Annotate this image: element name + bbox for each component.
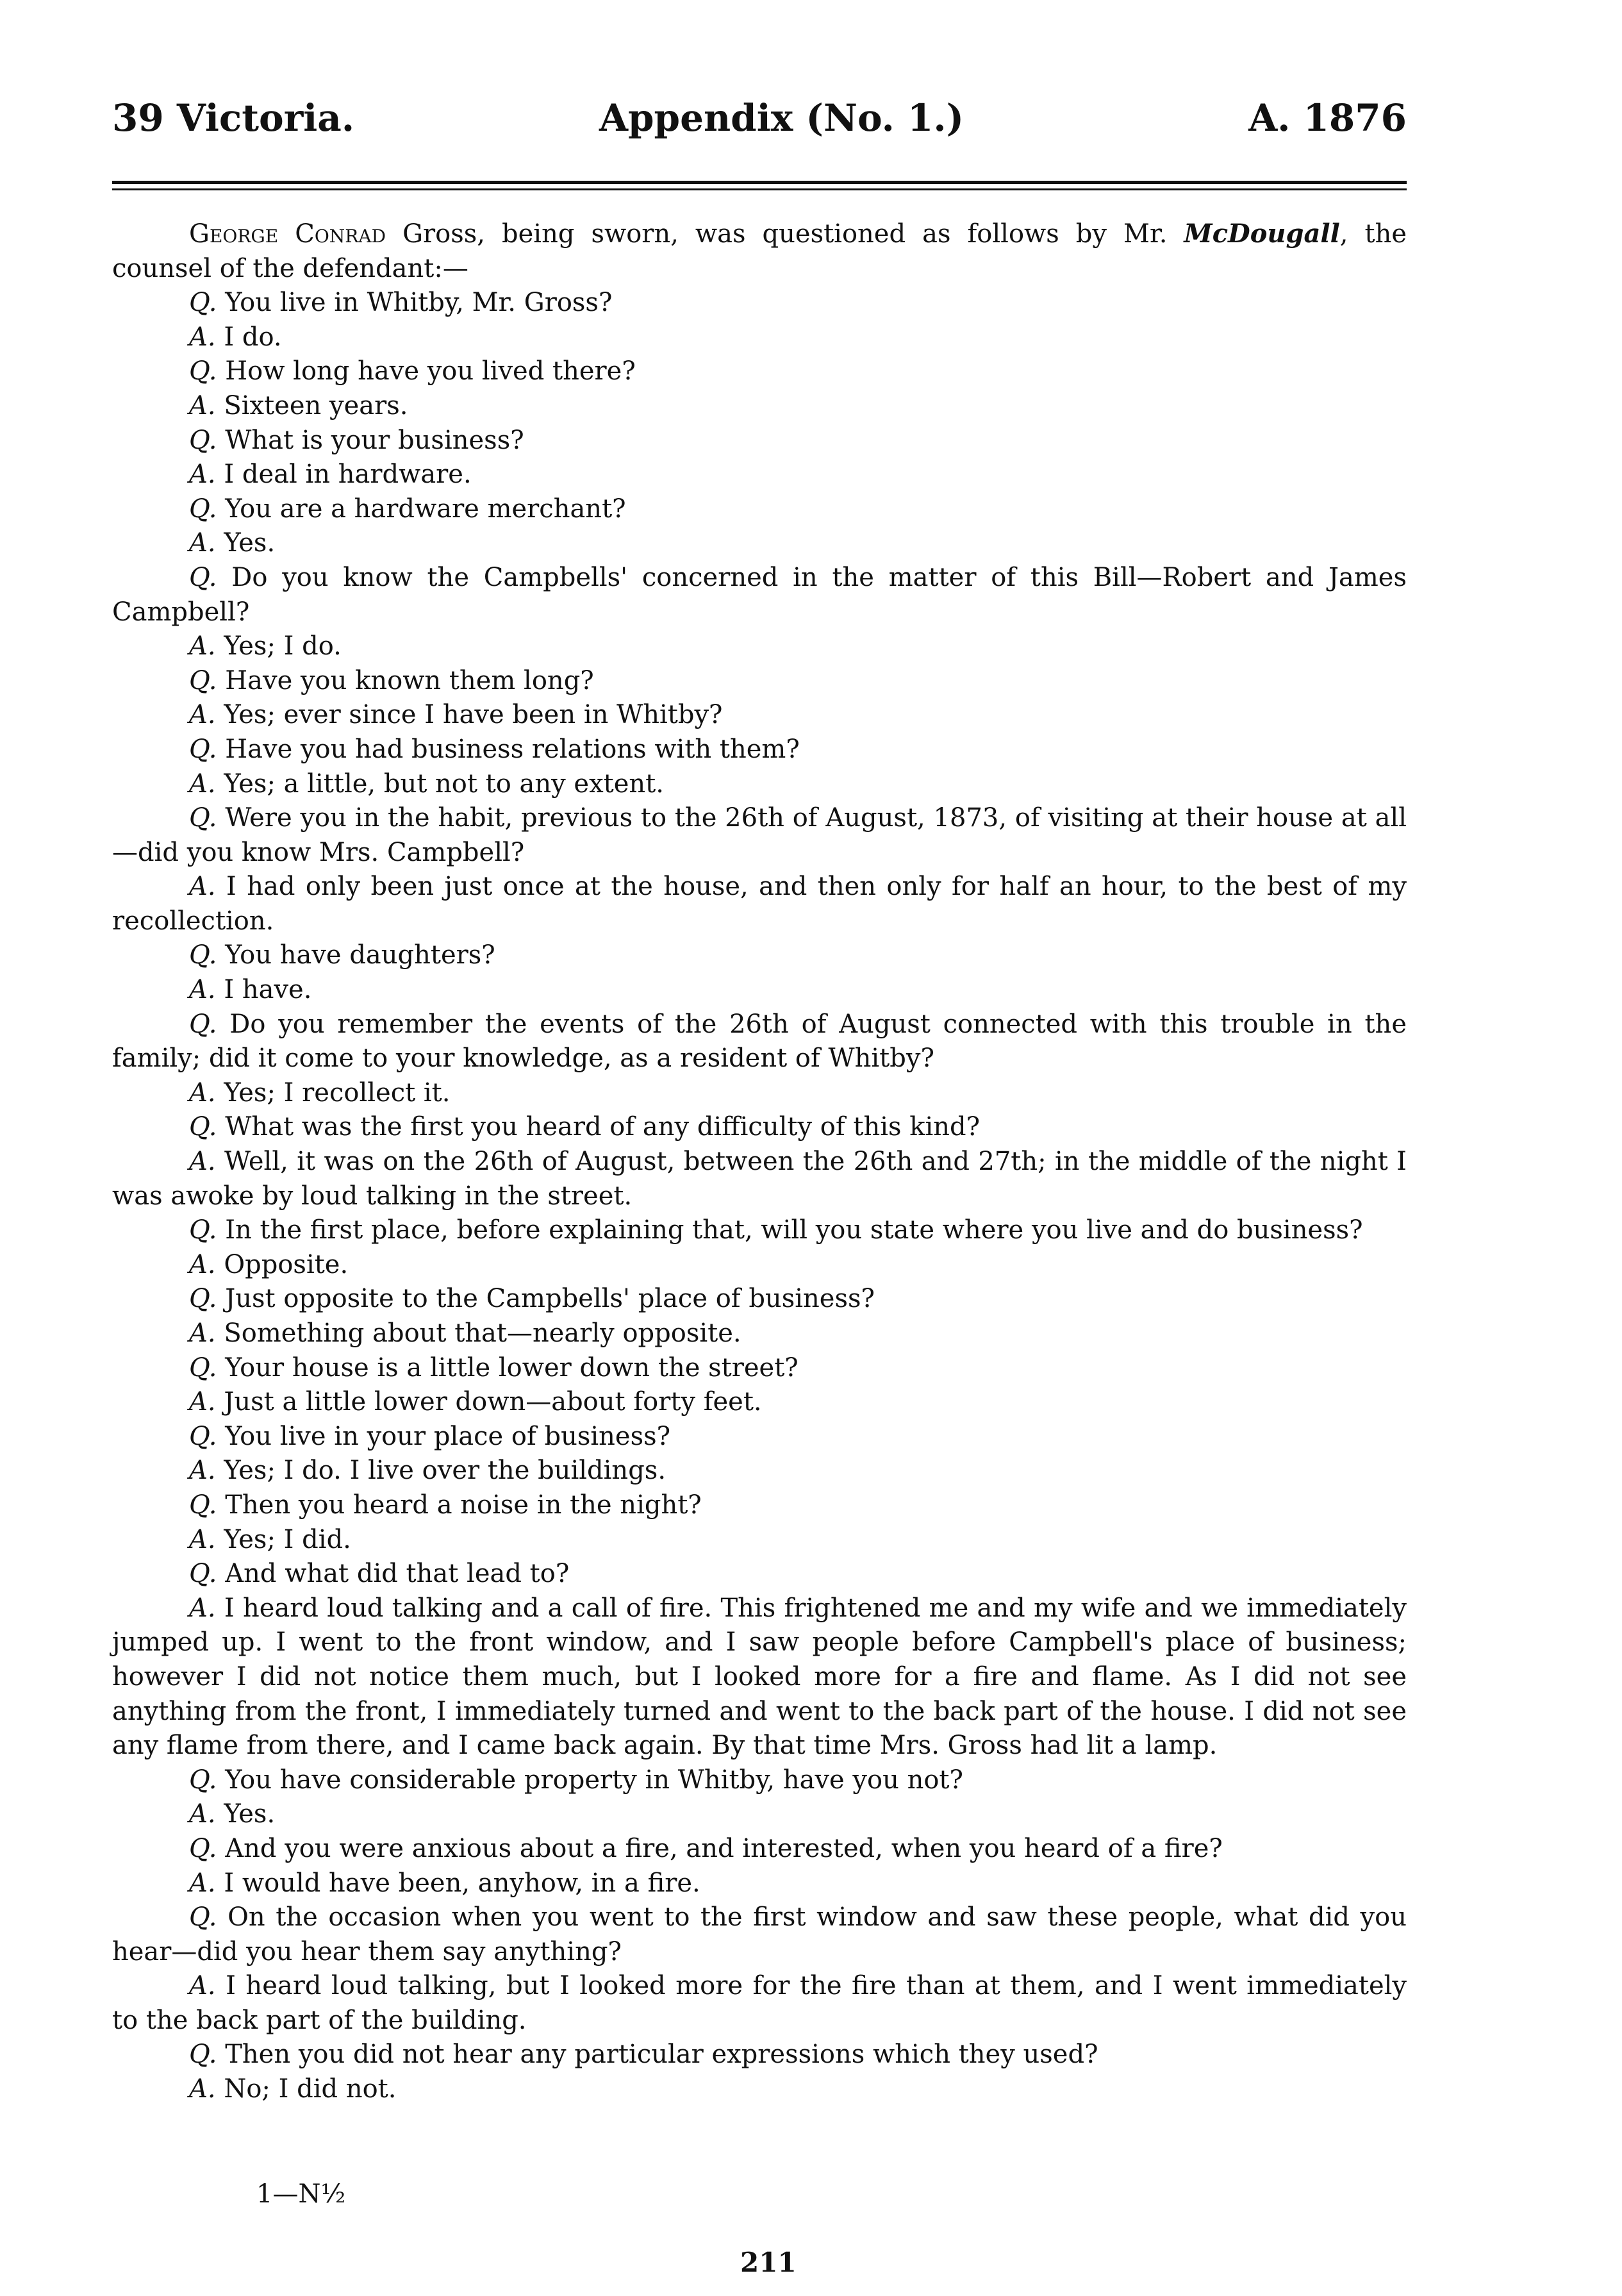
- line-text: You live in Whitby, Mr. Gross?: [225, 288, 613, 318]
- line-text: Yes.: [224, 1799, 276, 1829]
- line-text: Were you in the habit, previous to the 26th of August, 1873, of visiting at their house at all—did you know Mrs. Campbell?: [112, 803, 1407, 867]
- speaker-label: A.: [189, 975, 216, 1005]
- speaker-label: A.: [189, 1319, 216, 1348]
- line-text: Yes; I do.: [224, 631, 342, 661]
- speaker-label: A.: [189, 1249, 216, 1279]
- line-text: I would have been, anyhow, in a fire.: [224, 1868, 700, 1898]
- answer-line: [112, 1145, 1407, 1213]
- answer-line: [112, 973, 1407, 1008]
- answer-line: [112, 1797, 1407, 1832]
- speaker-label: A.: [189, 528, 216, 558]
- speaker-label: Q.: [189, 734, 217, 764]
- line-text: I heard loud talking and a call of fire. This frightened me and my wife and we immediately jumped up. I went to the front window, and I saw people before Campbell's place of business; however I did not notice them much, but I looked more for a fire and flame. As I did not see anything from the front, I immediately turned and went to the back part of the house. I did not see any flame from there, and I came back again. By that time Mrs. Gross had lit a lamp.: [112, 1593, 1407, 1761]
- speaker-label: Q.: [189, 562, 217, 592]
- speaker-label: Q.: [189, 494, 217, 524]
- line-text: Do you know the Campbells' concerned in the matter of this Bill—Robert and James Campbell?: [112, 562, 1407, 627]
- line-text: You have daughters?: [225, 940, 495, 970]
- header-rule-thick: [112, 181, 1407, 184]
- speaker-label: Q.: [189, 940, 217, 970]
- line-text: On the occasion when you went to the first window and saw these people, what did you hear—did you hear them say anything?: [112, 1902, 1407, 1967]
- answer-line: [112, 320, 1407, 355]
- question-line: [112, 801, 1407, 870]
- line-text: Then you did not hear any particular expressions which they used?: [225, 2040, 1098, 2070]
- question-line: [112, 1351, 1407, 1386]
- speaker-label: A.: [189, 1456, 216, 1486]
- line-text: No; I did not.: [224, 2074, 397, 2104]
- speaker-label: A.: [189, 1387, 216, 1417]
- speaker-label: Q.: [189, 1765, 217, 1795]
- line-text: Yes; a little, but not to any extent.: [224, 769, 664, 799]
- line-text: Yes; I recollect it.: [224, 1077, 451, 1108]
- answer-line: [112, 870, 1407, 938]
- answer-line: [112, 526, 1407, 561]
- question-line: [112, 1213, 1407, 1248]
- line-text: Then you heard a noise in the night?: [225, 1490, 702, 1520]
- counsel-name: McDougall: [1184, 219, 1340, 249]
- answer-line: [112, 698, 1407, 733]
- running-header: [112, 96, 1407, 160]
- line-text: And what did that lead to?: [225, 1559, 570, 1589]
- speaker-label: Q.: [189, 1009, 217, 1039]
- question-line: [112, 938, 1407, 973]
- line-text: I had only been just once at the house, and then only for half an hour, to the best of my recollection.: [112, 872, 1407, 936]
- speaker-label: A.: [189, 1147, 216, 1177]
- question-answer-list: [112, 286, 1407, 2106]
- header-session: 39 Victoria.: [112, 96, 355, 140]
- answer-line: [112, 1076, 1407, 1111]
- line-text: I deal in hardware.: [224, 460, 472, 490]
- question-line: [112, 664, 1407, 699]
- question-line: [112, 1557, 1407, 1592]
- answer-line: [112, 1385, 1407, 1420]
- header-title: Appendix (No. 1.): [599, 96, 964, 140]
- question-line: [112, 1763, 1407, 1798]
- line-text: Something about that—nearly opposite.: [224, 1319, 741, 1348]
- witness-surname: Gross: [402, 219, 477, 249]
- witness-name: George Conrad: [189, 219, 386, 249]
- speaker-label: A.: [189, 1077, 216, 1108]
- speaker-label: A.: [189, 1524, 216, 1554]
- intro-paragraph: [112, 217, 1407, 286]
- answer-line: [112, 1969, 1407, 2038]
- answer-line: [112, 1523, 1407, 1558]
- speaker-label: A.: [189, 322, 216, 352]
- header-year: A. 1876: [1248, 96, 1407, 140]
- question-line: [112, 424, 1407, 458]
- question-line: [112, 561, 1407, 629]
- signature-mark: 1—N½: [256, 2179, 346, 2209]
- question-line: [112, 1282, 1407, 1317]
- line-text: What is your business?: [225, 425, 524, 455]
- speaker-label: A.: [189, 1971, 216, 2001]
- answer-line: [112, 1317, 1407, 1351]
- speaker-label: A.: [189, 769, 216, 799]
- speaker-label: A.: [189, 700, 216, 730]
- header-rule-thin: [112, 188, 1407, 190]
- speaker-label: A.: [189, 872, 216, 902]
- testimony-body: [112, 217, 1407, 2107]
- speaker-label: Q.: [189, 288, 217, 318]
- line-text: Do you remember the events of the 26th of August connected with this trouble in the family; did it come to your knowledge, as a resident of Whitby?: [112, 1009, 1407, 1074]
- speaker-label: Q.: [189, 1490, 217, 1520]
- line-text: Just opposite to the Campbells' place of business?: [225, 1284, 875, 1314]
- line-text: I have.: [224, 975, 312, 1005]
- line-text: Sixteen years.: [224, 390, 408, 420]
- speaker-label: A.: [189, 460, 216, 490]
- answer-line: [112, 1867, 1407, 1901]
- speaker-label: Q.: [189, 1902, 217, 1933]
- line-text: Have you had business relations with them?: [225, 734, 800, 764]
- intro-text-1: , being sworn, was questioned as follows by Mr.: [477, 219, 1184, 249]
- question-line: [112, 1110, 1407, 1145]
- answer-line: [112, 1454, 1407, 1488]
- speaker-label: A.: [189, 1868, 216, 1898]
- speaker-label: Q.: [189, 1421, 217, 1451]
- page-number: 211: [740, 2247, 797, 2278]
- speaker-label: A.: [189, 390, 216, 420]
- answer-line: [112, 1592, 1407, 1763]
- line-text: Yes.: [224, 528, 276, 558]
- line-text: Yes; I did.: [224, 1524, 351, 1554]
- line-text: Opposite.: [224, 1249, 349, 1279]
- answer-line: [112, 458, 1407, 492]
- line-text: You are a hardware merchant?: [225, 494, 626, 524]
- question-line: [112, 1008, 1407, 1076]
- question-line: [112, 733, 1407, 767]
- speaker-label: Q.: [189, 2040, 217, 2070]
- speaker-label: Q.: [189, 1112, 217, 1142]
- line-text: You have considerable property in Whitby, have you not?: [225, 1765, 963, 1795]
- answer-line: [112, 767, 1407, 802]
- speaker-label: Q.: [189, 425, 217, 455]
- line-text: What was the first you heard of any difficulty of this kind?: [225, 1112, 981, 1142]
- speaker-label: Q.: [189, 803, 217, 833]
- answer-line: [112, 2072, 1407, 2107]
- answer-line: [112, 1248, 1407, 1283]
- speaker-label: Q.: [189, 1215, 217, 1245]
- question-line: [112, 2038, 1407, 2072]
- speaker-label: Q.: [189, 1833, 217, 1863]
- line-text: I heard loud talking, but I looked more for the fire than at them, and I went immediately to the back part of the building.: [112, 1971, 1407, 2035]
- line-text: And you were anxious about a fire, and interested, when you heard of a fire?: [225, 1833, 1223, 1863]
- answer-line: [112, 629, 1407, 664]
- speaker-label: A.: [189, 2074, 216, 2104]
- question-line: [112, 1488, 1407, 1523]
- line-text: Have you known them long?: [225, 665, 594, 695]
- line-text: Well, it was on the 26th of August, between the 26th and 27th; in the middle of the night I was awoke by loud talking in the street.: [112, 1147, 1407, 1211]
- line-text: Just a little lower down—about forty feet.: [224, 1387, 762, 1417]
- line-text: Yes; ever since I have been in Whitby?: [224, 700, 723, 730]
- question-line: [112, 286, 1407, 320]
- line-text: I do.: [224, 322, 282, 352]
- intro-text-2: , the counsel of the defendant:—: [112, 219, 1407, 283]
- question-line: [112, 1901, 1407, 1969]
- line-text: Yes; I do. I live over the buildings.: [224, 1456, 666, 1486]
- line-text: How long have you lived there?: [225, 356, 636, 387]
- speaker-label: A.: [189, 631, 216, 661]
- question-line: [112, 354, 1407, 389]
- speaker-label: Q.: [189, 1352, 217, 1383]
- question-line: [112, 1832, 1407, 1867]
- speaker-label: Q.: [189, 1284, 217, 1314]
- speaker-label: A.: [189, 1593, 216, 1623]
- question-line: [112, 1420, 1407, 1454]
- speaker-label: Q.: [189, 665, 217, 695]
- line-text: In the first place, before explaining that, will you state where you live and do business?: [225, 1215, 1363, 1245]
- question-line: [112, 492, 1407, 527]
- speaker-label: A.: [189, 1799, 216, 1829]
- answer-line: [112, 389, 1407, 424]
- line-text: Your house is a little lower down the street?: [225, 1352, 799, 1383]
- speaker-label: Q.: [189, 1559, 217, 1589]
- line-text: You live in your place of business?: [225, 1421, 671, 1451]
- speaker-label: Q.: [189, 356, 217, 387]
